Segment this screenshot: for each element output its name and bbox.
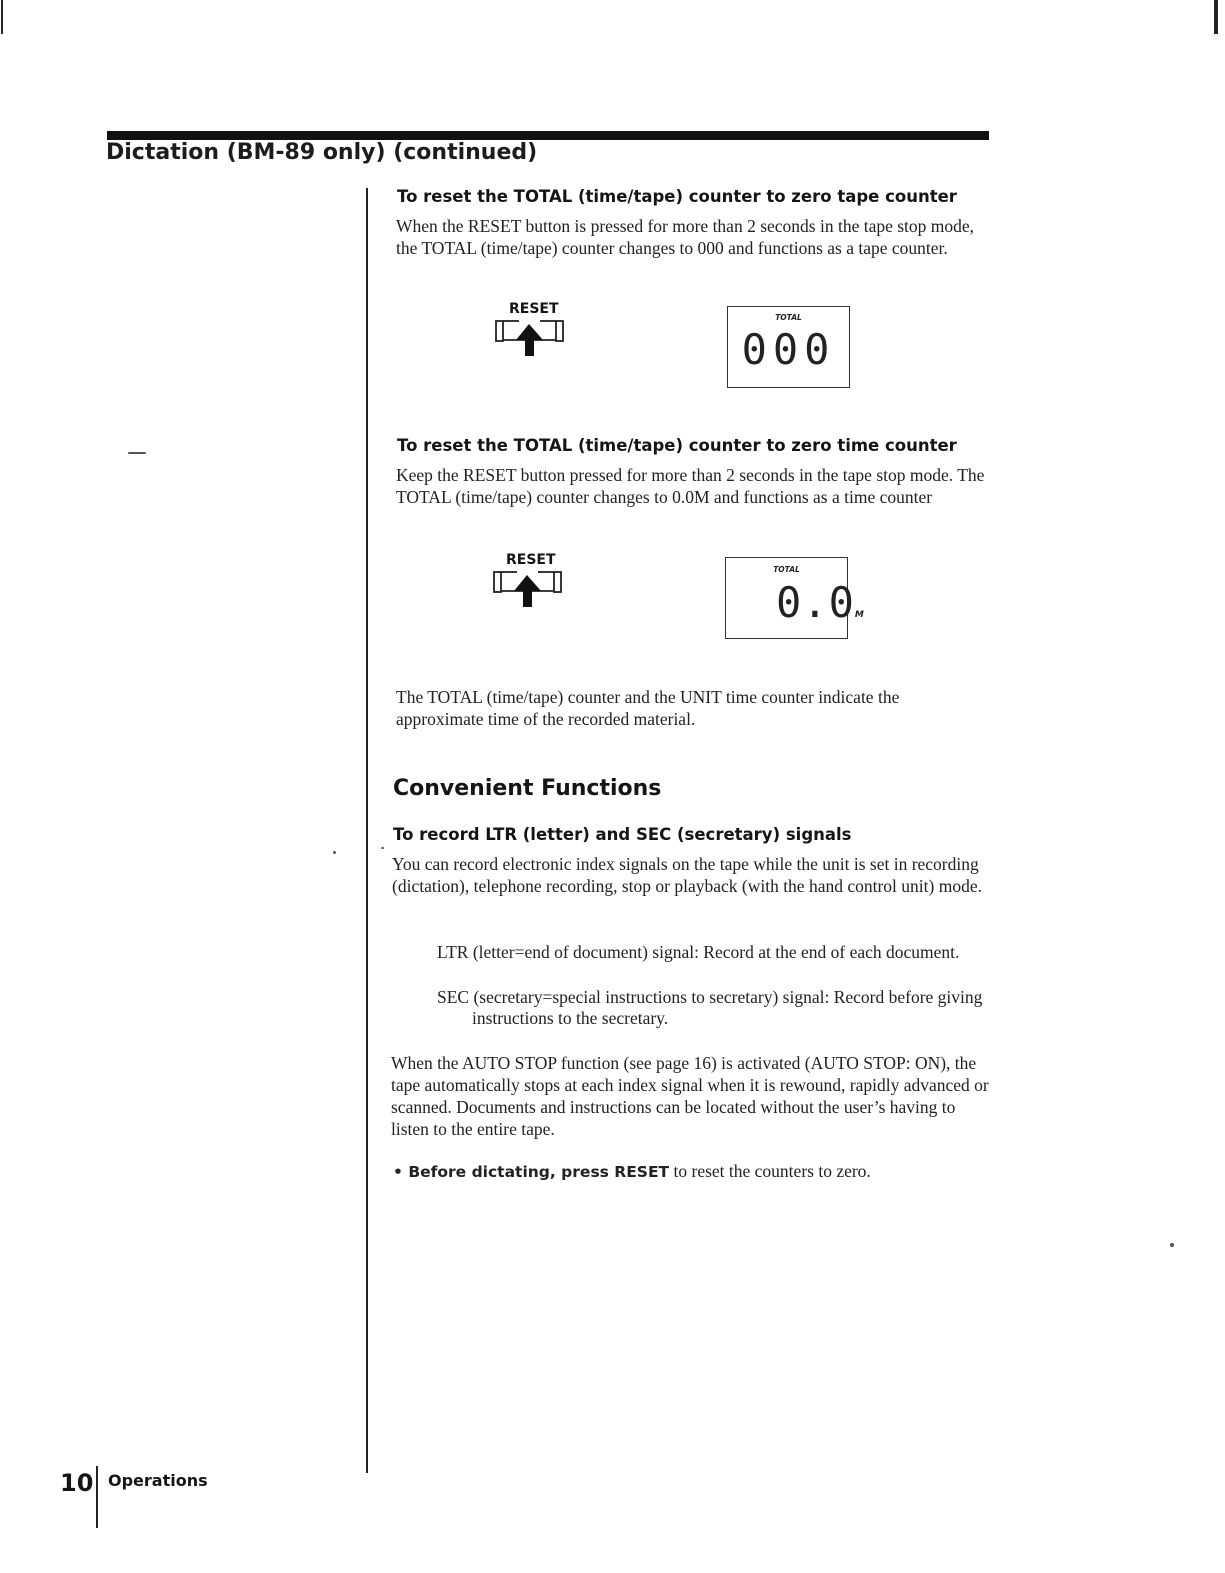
reset-button-icon xyxy=(492,569,568,609)
before-dictating-bullet xyxy=(393,1161,871,1182)
total-display-value xyxy=(776,578,864,636)
section2-heading: To reset the TOTAL (time/tape) counter to zero time counter xyxy=(397,436,957,455)
column-rule xyxy=(366,188,368,1473)
total-display-unit: M xyxy=(854,610,864,620)
page-number: 10 xyxy=(60,1469,94,1497)
bullet-text: to reset the counters to zero. xyxy=(669,1161,871,1181)
section1-body: When the RESET button is pressed for more than 2 seconds in the tape stop mode, the TOTAL (time/tape) counter changes to 000 and functions as a tape counter. xyxy=(396,216,975,258)
bullet-bold-text: Before dictating, press RESET xyxy=(408,1163,670,1181)
bullet-glyph: • xyxy=(393,1163,409,1181)
auto-stop-body: When the AUTO STOP function (see page 16) is activated (AUTO STOP: ON), the tape automatically stops at each index signal when it is rewound, rapidly advanced or scanned. Documents and instructions can be located without the user’s having to listen to the entire tape. xyxy=(391,1053,989,1139)
header-rule xyxy=(107,131,989,140)
footer-rule xyxy=(96,1466,98,1528)
reset-button-label-2: RESET xyxy=(506,552,556,568)
page-title: Dictation (BM-89 only) (continued) xyxy=(106,140,538,165)
scan-speck xyxy=(333,851,336,854)
scan-speck xyxy=(381,847,384,849)
reset-button-icon xyxy=(494,318,570,358)
total-display-tape xyxy=(727,306,850,388)
scan-edge-mark-left xyxy=(1,0,3,34)
ltr-sec-body: You can record electronic index signals on the tape while the unit is set in recording (dictation), telephone recording, stop or playback (with the hand control unit) mode. xyxy=(392,854,982,896)
ltr-signal-item: LTR (letter=end of document) signal: Record at the end of each document. xyxy=(437,942,960,962)
total-display-label: TOTAL xyxy=(773,565,800,574)
scan-edge-mark-right xyxy=(1214,0,1218,34)
section1-heading: To reset the TOTAL (time/tape) counter to zero tape counter xyxy=(397,187,957,206)
scan-speck xyxy=(1170,1243,1174,1247)
total-display-time xyxy=(725,557,864,639)
footer-section-label: Operations xyxy=(108,1471,208,1490)
sec-signal-item: SEC (secretary=special instructions to secretary) signal: Record before giving instructions to the secretary. xyxy=(437,987,983,1028)
counter-note: The TOTAL (time/tape) counter and the UNIT time counter indicate the approximate time of the recorded material. xyxy=(396,687,900,729)
ltr-sec-heading: To record LTR (letter) and SEC (secretary) signals xyxy=(393,825,852,844)
section2-body: Keep the RESET button pressed for more than 2 seconds in the tape stop mode. The TOTAL (time/tape) counter changes to 0.0M and functions as a time counter xyxy=(396,465,985,507)
convenient-functions-heading: Convenient Functions xyxy=(393,776,662,801)
total-display-value: 000 xyxy=(741,325,836,374)
reset-button-label-1: RESET xyxy=(509,301,559,317)
total-display-label: TOTAL xyxy=(775,313,802,322)
scan-speck xyxy=(128,452,146,454)
total-display-digits: 0.0 xyxy=(776,578,855,627)
